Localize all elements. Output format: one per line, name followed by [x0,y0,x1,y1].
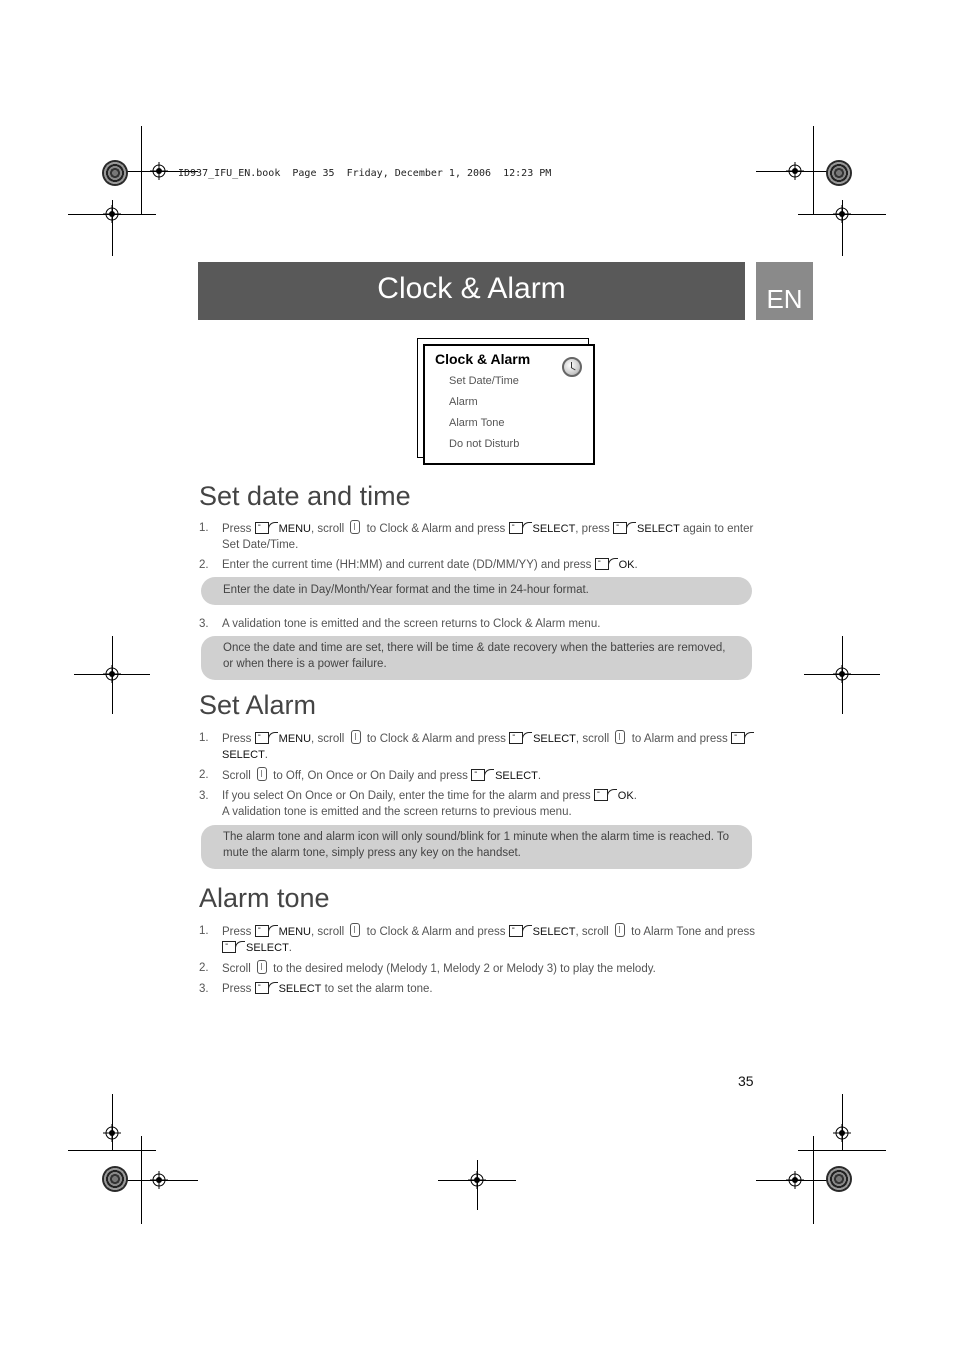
step-text: A validation tone is emitted and the screen returns to Clock & Alarm menu. [222,618,601,630]
info-note: The alarm tone and alarm icon will only sound/blink for 1 minute when the alarm time is reached. To mute the alarm tone, simply press any key on the handset. [201,825,752,869]
step-number: 2. [199,769,209,781]
scroll-key-icon [351,730,361,744]
registration-mark [786,162,804,180]
step-item [199,557,755,573]
softkey-icon [471,769,493,780]
step-item [199,960,755,977]
registration-mark [833,205,851,223]
section-heading-alarm-tone: Alarm tone [199,883,330,913]
step-item [199,923,755,956]
step-item [199,520,755,553]
registration-mark [150,1171,168,1189]
step-number: 1. [199,732,209,744]
step-item [199,788,755,820]
step-text: Scroll to the desired melody (Melody 1, Melody 2 or Melody 3) to play the melody. [222,960,755,977]
color-rosette [826,160,852,186]
step-text: Press -MENU, scroll to Clock & Alarm and press -SELECT, scroll to Alarm and press -SELECT. [222,730,755,763]
scroll-key-icon [350,520,360,534]
chapter-title-bar [198,262,745,320]
step-text: Enter the current time (HH:MM) and current date (DD/MM/YY) and press -OK. [222,557,755,573]
color-rosette [826,1166,852,1192]
softkey-icon [255,522,277,533]
color-rosette [102,1166,128,1192]
registration-mark [103,1124,121,1142]
language-tab: EN [756,262,813,320]
step-text: Press -SELECT to set the alarm tone. [222,981,755,997]
section-heading-set-date: Set date and time [199,481,411,511]
registration-mark [833,1124,851,1142]
softkey-icon [613,522,635,533]
menu-item: Set Date/Time [449,375,519,387]
step-item [199,616,755,632]
color-rosette [102,160,128,186]
softkey-icon [731,732,753,743]
scroll-key-icon [350,923,360,937]
scroll-key-icon [257,960,267,974]
registration-mark [103,205,121,223]
softkey-icon [255,982,277,993]
scroll-key-icon [615,923,625,937]
softkey-icon [594,789,616,800]
step-number: 3. [199,790,209,802]
step-number: 2. [199,962,209,974]
step-text: Scroll to Off, On Once or On Daily and press -SELECT. [222,767,755,784]
scroll-key-icon [615,730,625,744]
registration-mark [468,1171,486,1189]
softkey-icon [509,522,531,533]
chapter-title: Clock & Alarm [377,272,566,305]
page-number: 35 [738,1073,754,1089]
step-item [199,767,755,784]
menu-item: Do not Disturb [449,438,520,450]
softkey-icon [255,732,277,743]
menu-item: Alarm [449,396,478,408]
scroll-key-icon [257,767,267,781]
step-number: 1. [199,925,209,937]
step-text: Press -MENU, scroll to Clock & Alarm and press -SELECT, press -SELECT again to enter Set Date/Time. [222,520,755,553]
registration-mark [786,1171,804,1189]
step-number: 3. [199,618,209,630]
softkey-icon [255,925,277,936]
print-header: ID937_IFU_EN.book Page 35 Friday, December 1, 2006 12:23 PM [178,168,552,179]
step-number: 3. [199,983,209,995]
info-note: Once the date and time are set, there will be time & date recovery when the batteries are removed, or when there is a power failure. [201,636,752,680]
step-number: 2. [199,559,209,571]
softkey-icon [509,925,531,936]
step-number: 1. [199,522,209,534]
registration-mark [833,665,851,683]
registration-mark [103,665,121,683]
step-item [199,730,755,763]
step-text: If you select On Once or On Daily, enter the time for the alarm and press -OK. A validation tone is emitted and the screen returns to previous menu. [222,788,755,820]
softkey-icon [509,732,531,743]
section-heading-set-alarm: Set Alarm [199,690,317,720]
softkey-icon [595,558,617,569]
step-item [199,981,755,997]
menu-item: Alarm Tone [449,417,505,429]
step-text: Press -MENU, scroll to Clock & Alarm and press -SELECT, scroll to Alarm Tone and press -SELECT. [222,923,755,956]
registration-mark [150,162,168,180]
clock-icon [562,357,582,377]
menu-screen-title: Clock & Alarm [435,351,531,367]
softkey-icon [222,941,244,952]
info-note: Enter the date in Day/Month/Year format and the time in 24-hour format. [201,577,752,605]
menu-screen [423,344,595,465]
